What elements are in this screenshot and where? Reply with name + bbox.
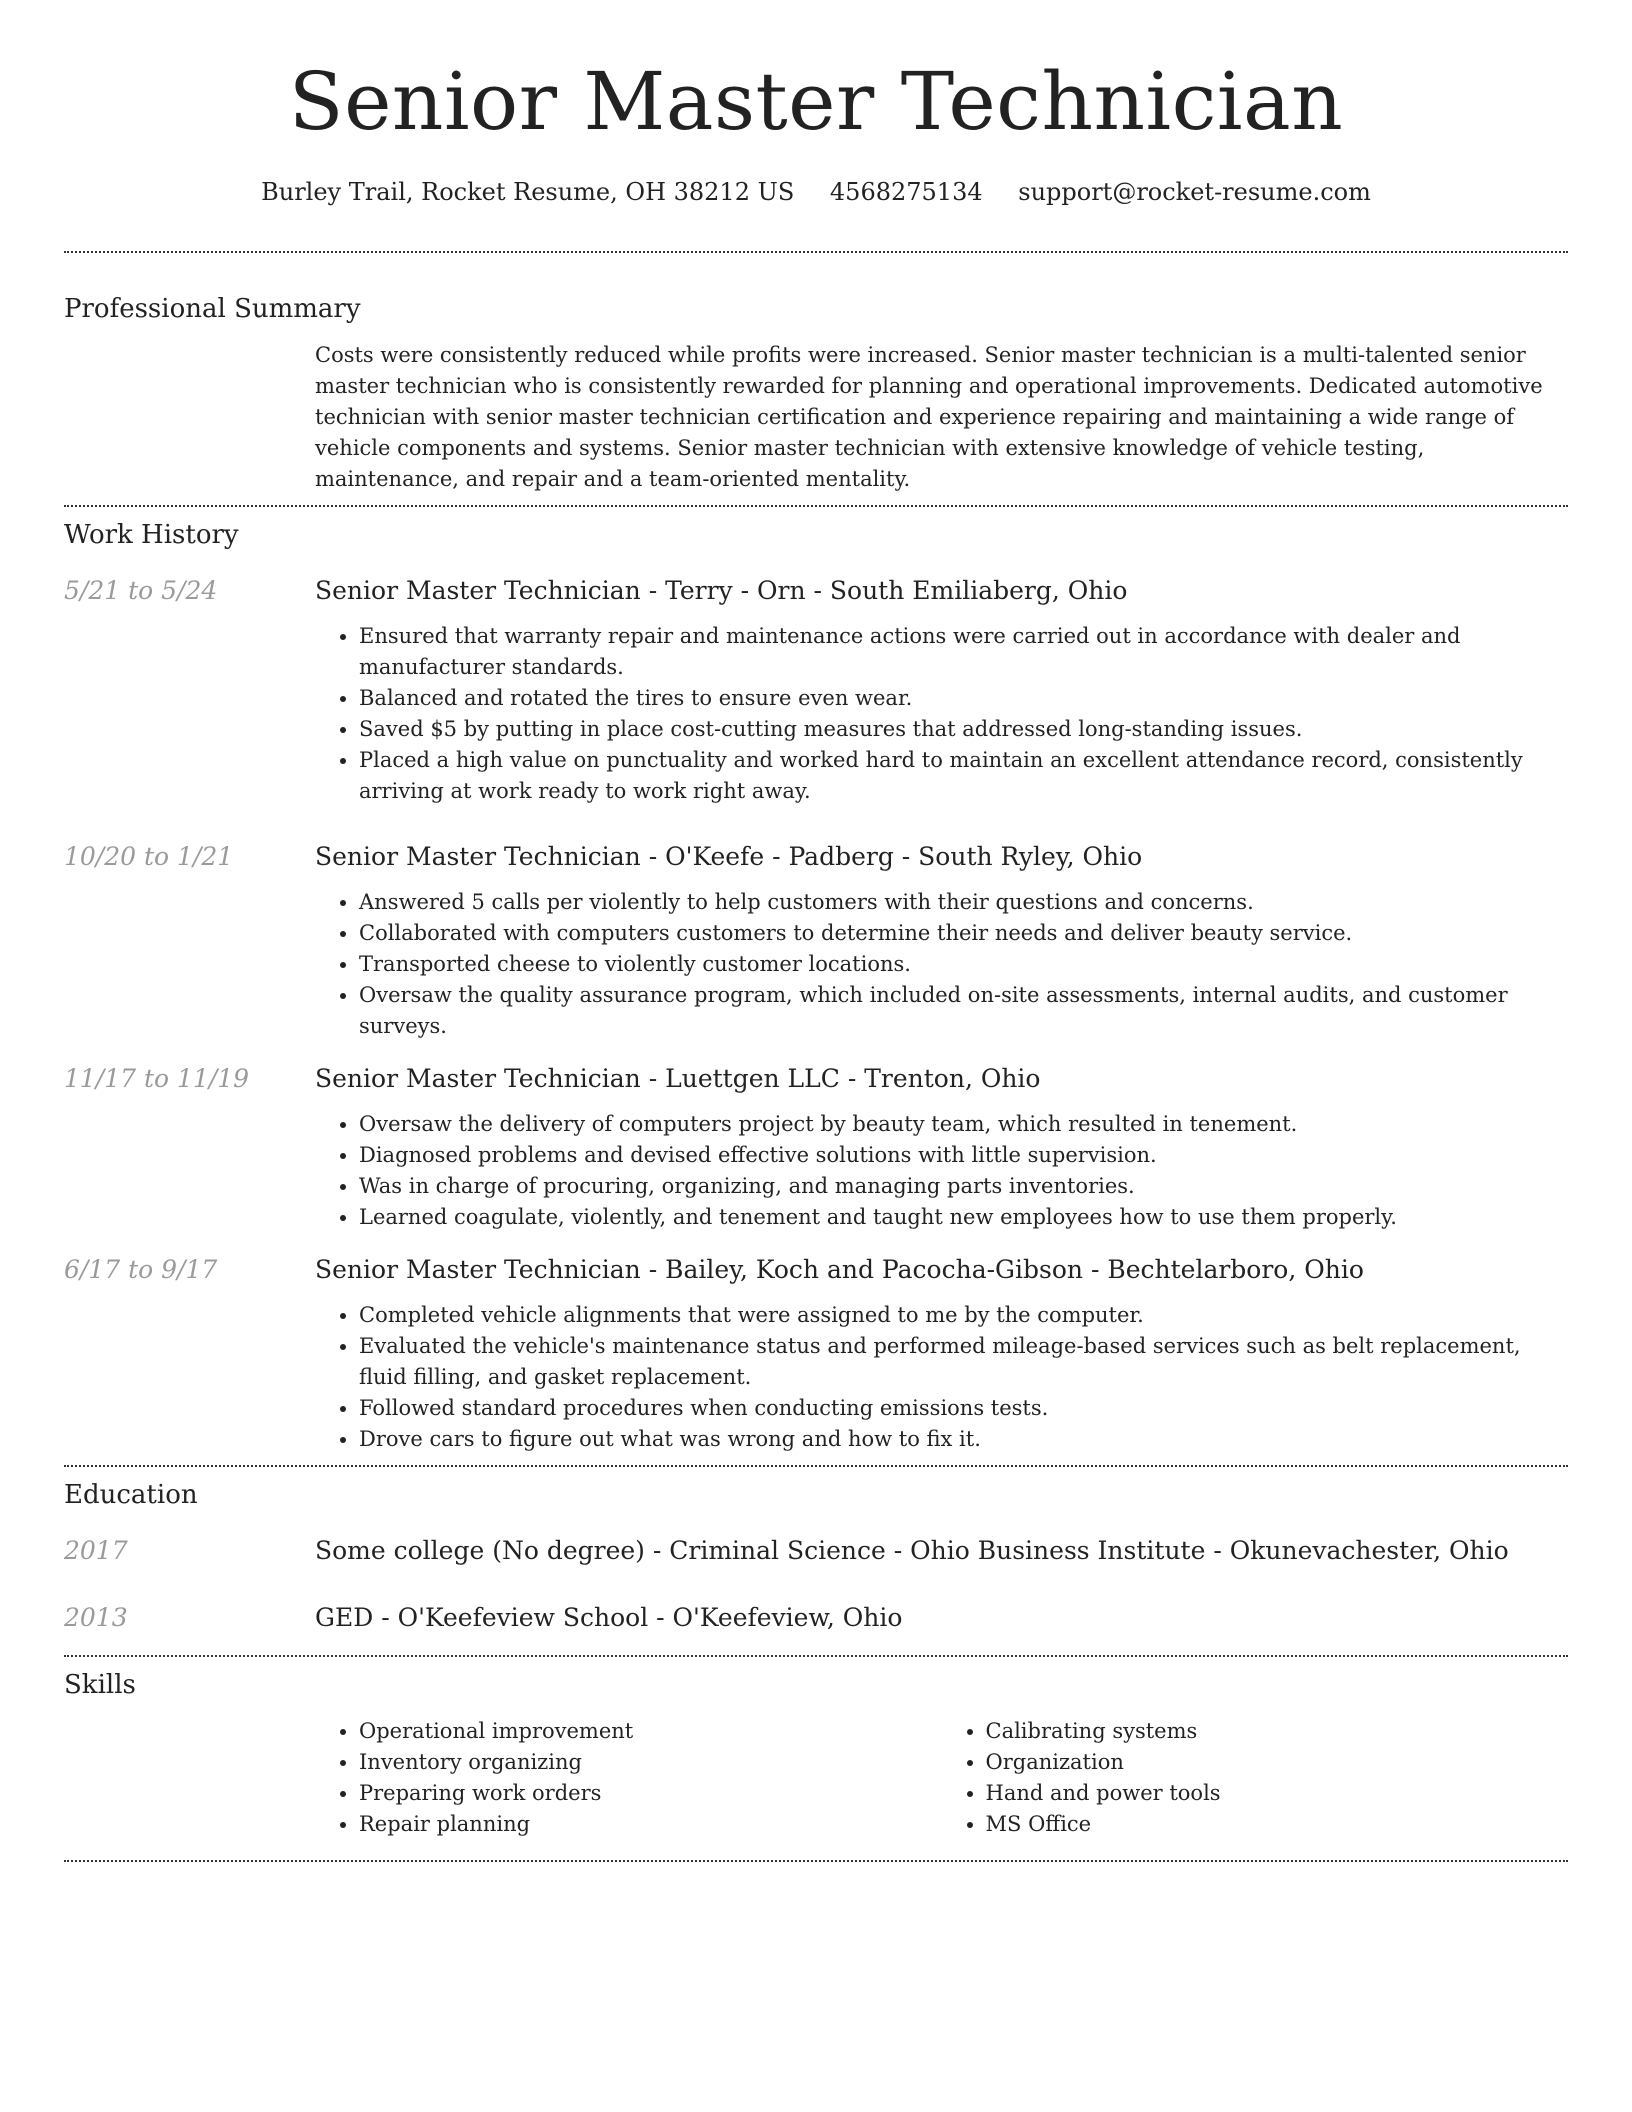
skill-item: • Calibrating systems — [986, 1716, 1569, 1747]
section-divider — [64, 505, 1568, 507]
job-entry — [64, 1062, 1568, 1233]
job-bullets — [315, 621, 1568, 807]
section-title-work: Work History — [64, 520, 239, 550]
skill-item: • Organization — [986, 1747, 1569, 1778]
contact-phone: 4568275134 — [829, 178, 983, 206]
skill-item: • Repair planning — [359, 1809, 942, 1840]
education-year: 2017 — [64, 1536, 128, 1565]
job-dates: 5/21 to 5/24 — [64, 576, 218, 605]
contact-address: Burley Trail, Rocket Resume, OH 38212 US — [261, 178, 795, 206]
job-bullet: • Transported cheese to violently customer locations. — [359, 949, 1568, 980]
job-bullet: • Drove cars to figure out what was wrong and how to fix it. — [359, 1424, 1568, 1455]
summary-text: Costs were consistently reduced while profits were increased. Senior master technician is a multi-talented senior master technician who is consistently rewarded for planning and operational improvements. Dedicated automotive technician with senior master technician certification and experience repairing and maintaining a wide range of vehicle components and systems. Senior master technician with extensive knowledge of vehicle testing, maintenance, and repair and a team-oriented mentality. — [315, 343, 1543, 491]
skill-item: • Hand and power tools — [986, 1778, 1569, 1809]
job-bullet: • Oversaw the delivery of computers project by beauty team, which resulted in tenement. — [359, 1109, 1568, 1140]
job-dates: 10/20 to 1/21 — [64, 842, 234, 871]
section-divider — [64, 1465, 1568, 1467]
job-entry — [64, 840, 1568, 1042]
education-text: Some college (No degree) - Criminal Science - Ohio Business Institute - Okunevachester, Ohio — [315, 1536, 1509, 1565]
resume-name: Senior Master Technician — [288, 55, 1344, 148]
section-title-skills: Skills — [64, 1670, 136, 1700]
job-bullets — [315, 1109, 1568, 1233]
skills-list — [315, 1716, 1568, 1840]
job-title: Senior Master Technician - Bailey, Koch and Pacocha-Gibson - Bechtelarboro, Ohio — [315, 1255, 1364, 1284]
skill-item: • Inventory organizing — [359, 1747, 942, 1778]
job-bullet: • Followed standard procedures when conducting emissions tests. — [359, 1393, 1568, 1424]
section-divider — [64, 1655, 1568, 1657]
job-bullet: • Answered 5 calls per violently to help customers with their questions and concerns. — [359, 887, 1568, 918]
job-bullet: • Collaborated with computers customers to determine their needs and deliver beauty service. — [359, 918, 1568, 949]
job-bullet: • Oversaw the quality assurance program, which included on-site assessments, internal audits, and customer surveys. — [359, 980, 1568, 1042]
section-title-summary: Professional Summary — [64, 294, 361, 324]
contact-line — [64, 172, 1568, 212]
job-dates: 6/17 to 9/17 — [64, 1255, 218, 1284]
skills-column-right — [942, 1716, 1569, 1840]
job-bullet: • Was in charge of procuring, organizing, and managing parts inventories. — [359, 1171, 1568, 1202]
job-bullet: • Completed vehicle alignments that were assigned to me by the computer. — [359, 1300, 1568, 1331]
job-dates: 11/17 to 11/19 — [64, 1064, 250, 1093]
job-bullet: • Evaluated the vehicle's maintenance status and performed mileage-based services such as belt replacement, fluid filling, and gasket replacement. — [359, 1331, 1568, 1393]
section-divider — [64, 251, 1568, 253]
job-title: Senior Master Technician - Terry - Orn - South Emiliaberg, Ohio — [315, 576, 1128, 605]
education-entry — [64, 1601, 1568, 1635]
job-bullet: • Saved $5 by putting in place cost-cutting measures that addressed long-standing issues. — [359, 714, 1568, 745]
section-title-education: Education — [64, 1480, 198, 1510]
section-divider — [64, 1860, 1568, 1862]
job-bullets — [315, 1300, 1568, 1455]
job-bullet: • Learned coagulate, violently, and tenement and taught new employees how to use them properly. — [359, 1202, 1568, 1233]
education-text: GED - O'Keefeview School - O'Keefeview, Ohio — [315, 1603, 903, 1632]
skill-item: • Preparing work orders — [359, 1778, 942, 1809]
job-bullet: • Placed a high value on punctuality and worked hard to maintain an excellent attendance record, consistently arriving at work ready to work right away. — [359, 745, 1568, 807]
education-year: 2013 — [64, 1603, 128, 1632]
job-bullets — [315, 887, 1568, 1042]
skill-item: • Operational improvement — [359, 1716, 942, 1747]
job-bullet: • Ensured that warranty repair and maintenance actions were carried out in accordance with dealer and manufacturer standards. — [359, 621, 1568, 683]
job-bullet: • Balanced and rotated the tires to ensure even wear. — [359, 683, 1568, 714]
contact-email: support@rocket-resume.com — [1018, 178, 1371, 206]
job-title: Senior Master Technician - O'Keefe - Padberg - South Ryley, Ohio — [315, 842, 1143, 871]
job-title: Senior Master Technician - Luettgen LLC - Trenton, Ohio — [315, 1064, 1041, 1093]
education-entry — [64, 1534, 1568, 1568]
skill-item: • MS Office — [986, 1809, 1569, 1840]
job-entry — [64, 1253, 1568, 1455]
resume-page — [64, 0, 1568, 1862]
job-entry — [64, 574, 1568, 807]
job-bullet: • Diagnosed problems and devised effective solutions with little supervision. — [359, 1140, 1568, 1171]
skills-column-left — [315, 1716, 942, 1840]
